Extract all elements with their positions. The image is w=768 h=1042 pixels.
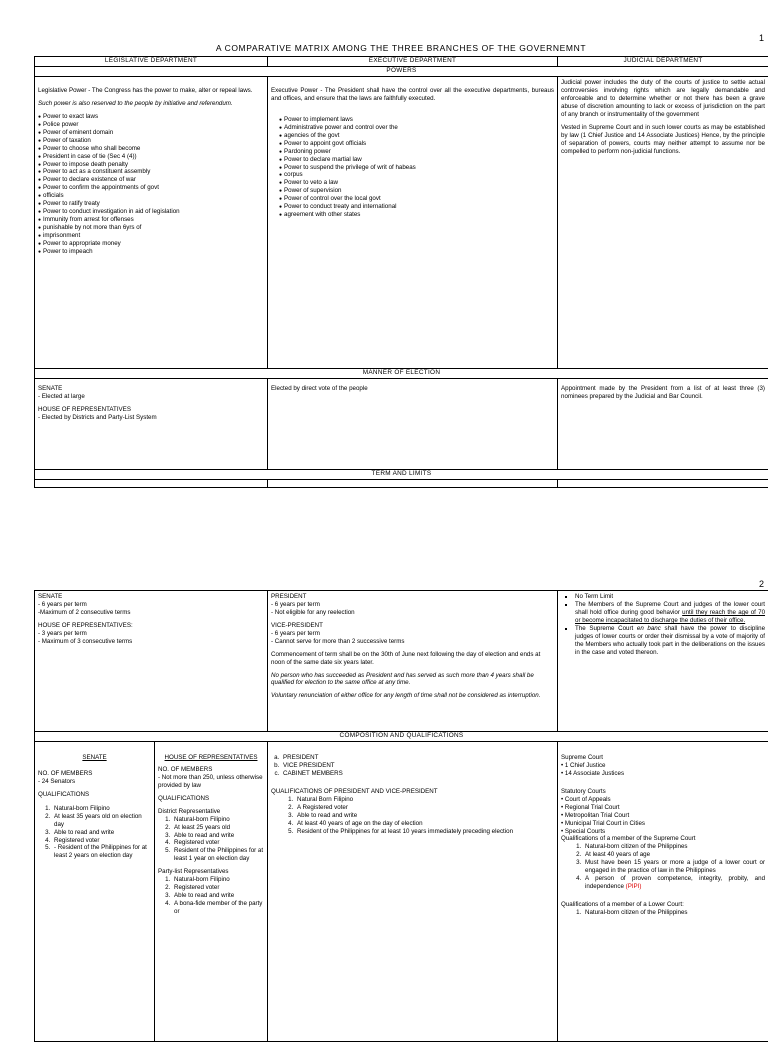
executive-qualifications-label: QUALIFICATIONS OF PRESIDENT AND VICE-PRESIDENT (271, 788, 441, 796)
legislative-power-intro: Legislative Power - The Congress has the power to make, alter or repeal laws. (38, 87, 264, 95)
executive-powers-list (271, 116, 554, 219)
list-item: 2. At least 40 years of age (583, 851, 765, 859)
list-item: ● Power to exact laws (38, 113, 264, 121)
list-item: c. CABINET MEMBERS (281, 770, 554, 778)
legislative-header: LEGISLATIVE DEPARTMENT (35, 57, 268, 67)
list-item: 1. Natural-born Filipino (172, 876, 264, 884)
judicial-term-list (561, 593, 765, 657)
list-item: ● Power to confirm the appointments of govt (38, 184, 264, 192)
house-label: HOUSE OF REPRESENTATIVES (38, 406, 264, 414)
supreme-court-label: Supreme Court (561, 754, 765, 762)
list-item: ● Power to conduct investigation in aid of legislation (38, 208, 264, 216)
executive-powers-cell (268, 77, 558, 369)
election-section-header: MANNER OF ELECTION (35, 369, 768, 379)
sc-qualifications-list (561, 843, 765, 891)
statutory-court-item: • Regional Trial Court (561, 804, 765, 812)
list-item: ● Power to impeach (38, 248, 264, 256)
list-item: ● Power of supervision (279, 187, 554, 195)
executive-election-cell: Elected by direct vote of the people (268, 379, 558, 470)
judicial-header: JUDICIAL DEPARTMENT (558, 57, 768, 67)
list-item: ● Power to choose who shall become (38, 145, 264, 153)
legislative-term-cell (35, 591, 268, 732)
list-item: 4. Registered voter (52, 837, 151, 845)
list-item: ● Power to ratify treaty (38, 200, 264, 208)
house-term-item: - Maximum of 3 consecutive terms (38, 638, 264, 646)
house-heading: HOUSE OF REPRESENTATIVES (158, 754, 264, 762)
vp-term-item: - Cannot serve for more than 2 successive terms (271, 638, 554, 646)
list-item: 5. Resident of the Philippines for at least 10 years immediately preceding election (295, 828, 554, 836)
election-row (35, 379, 768, 470)
lower-court-qualifications-label: Qualifications of a member of a Lower Court: (561, 901, 765, 909)
list-item: ● Power of eminent domain (38, 129, 264, 137)
list-item: 5. - Resident of the Philippines for at least 2 years on election day (52, 844, 151, 860)
list-item: 3. Must have been 15 years or more a judge of a lower court or engaged in the practice of law in the Philippines (583, 859, 765, 875)
house-election: - Elected by Districts and Party-List System (38, 414, 264, 422)
list-item: ● Power to appropriate money (38, 240, 264, 248)
list-item: 2. At least 35 years old on election day (52, 813, 151, 829)
list-item: ● Police power (38, 121, 264, 129)
list-item: ● corpus (279, 171, 554, 179)
page-2 (34, 576, 768, 1024)
list-item: ● Administrative power and control over the (279, 124, 554, 132)
list-item: 3. Able to read and write (172, 892, 264, 900)
statutory-court-item: • Municipal Trial Court in Cities (561, 820, 765, 828)
column-header-row (35, 57, 768, 67)
list-item: 4. At least 40 years of age on the day of election (295, 820, 554, 828)
list-item: ● Power to act as a constituent assembly (38, 168, 264, 176)
president-label: PRESIDENT (271, 593, 554, 601)
list-item: ● Power to appoint govt officials (279, 140, 554, 148)
senate-label: SENATE (38, 385, 264, 393)
legislative-powers-cell (35, 77, 268, 369)
partylist-rep-label: Party-list Representatives (158, 868, 264, 876)
composition-row (35, 742, 768, 1042)
senate-term-item: -Maximum of 2 consecutive terms (38, 609, 264, 617)
list-item: ● Power to suspend the privilege of writ of habeas (279, 164, 554, 172)
list-item: ● Power to declare martial law (279, 156, 554, 164)
legislative-election-cell (35, 379, 268, 470)
list-item: 2. Registered voter (172, 884, 264, 892)
senate-qualifications-label: QUALIFICATIONS (38, 791, 151, 799)
house-label: HOUSE OF REPRESENTATIVES: (38, 622, 264, 630)
comparative-matrix-table (34, 56, 768, 488)
list-item: 1. Natural-born Filipino (52, 805, 151, 813)
list-item: ● Power of taxation (38, 137, 264, 145)
list-item: 2. At least 25 years old (172, 824, 264, 832)
senate-label: SENATE (38, 593, 264, 601)
list-item: ● President in case of tie (Sec 4 (4)) (38, 153, 264, 161)
list-item: 3. Able to read and write (52, 829, 151, 837)
senate-composition-cell (35, 742, 155, 1042)
list-item: ● officials (38, 192, 264, 200)
judicial-composition-cell (558, 742, 768, 1042)
senate-qualifications-list (38, 805, 151, 861)
statutory-court-item: • Court of Appeals (561, 796, 765, 804)
executive-power-intro: Executive Power - The President shall have the control over all the executive departments, bureaus and offices, and ensure that the laws are faithfully executed. (271, 87, 554, 103)
partylist-rep-qualifications-list (158, 876, 264, 916)
house-members: - Not more than 250, unless otherwise provided by law (158, 774, 264, 790)
comparative-matrix-table-continued (34, 590, 768, 1042)
senate-members-label: NO. OF MEMBERS (38, 770, 151, 778)
executive-term-cell (268, 591, 558, 732)
list-item: 3. Able to read and write (172, 832, 264, 840)
list-item: ● Power to declare existence of war (38, 176, 264, 184)
list-item: ● Pardoning power (279, 148, 554, 156)
powers-section-header: POWERS (35, 67, 768, 77)
list-item: 5. Resident of the Philippines for at least 1 year on election day (172, 847, 264, 863)
list-item: ● Power to impose death penalty (38, 161, 264, 169)
house-members-label: NO. OF MEMBERS (158, 766, 264, 774)
composition-section-header: COMPOSITION AND QUALIFICATIONS (35, 732, 768, 742)
term-section-header: TERM AND LIMITS (35, 470, 768, 480)
list-item: ● punishable by not more than 6yrs of (38, 224, 264, 232)
senate-election: - Elected at large (38, 393, 264, 401)
supreme-court-item: • 14 Associate Justices (561, 770, 765, 778)
statutory-court-item: • Metropolitan Trial Court (561, 812, 765, 820)
executive-header: EXECUTIVE DEPARTMENT (268, 57, 558, 67)
list-item: ● Power to veto a law (279, 179, 554, 187)
list-item: 1. Natural-born citizen of the Philippines (583, 909, 765, 917)
president-term-item: - Not eligible for any reelection (271, 609, 554, 617)
list-item: 4. Registered voter (172, 839, 264, 847)
executive-qualifications-list (271, 796, 554, 836)
lower-court-qualifications-list (561, 909, 765, 917)
pipi-mnemonic: (PIPI) (626, 883, 642, 890)
judicial-power-vesting: Vested in Supreme Court and in such lower courts as may be established by law (1 Chief Justice and 14 Associate Justices) Hence, by the principle of separation of powers, courts may neither attempt to assume nor be compelled to perform non-judicial functions. (561, 124, 765, 156)
document-title: A COMPARATIVE MATRIX AMONG THE THREE BRANCHES OF THE GOVERNEMNT (34, 43, 768, 53)
page-number: 2 (759, 579, 764, 589)
district-rep-label: District Representative (158, 808, 264, 816)
term-commencement: Commencement of term shall be on the 30th of June next following the day of election and ends at noon of the same date six years later. (271, 651, 554, 667)
judicial-powers-cell (558, 77, 768, 369)
sc-qualifications-label: Qualifications of a member of the Supreme Court (561, 835, 765, 843)
list-item: 1. Natural-born Filipino (172, 816, 264, 824)
district-rep-qualifications-list (158, 816, 264, 864)
list-item: ● imprisonment (38, 232, 264, 240)
legislative-power-reserved: Such power is also reserved to the people by initiative and referendum. (38, 100, 264, 108)
list-item: ● agencies of the govt (279, 132, 554, 140)
term-renunciation-rule: Voluntary renunciation of either office for any length of time shall not be considered as interruption. (271, 692, 554, 700)
senate-heading: SENATE (38, 754, 151, 762)
list-item: 2. A Registered voter (295, 804, 554, 812)
list-item: 3. Able to read and write (295, 812, 554, 820)
page-1 (34, 0, 768, 520)
legislative-powers-list (38, 113, 264, 256)
list-item: 1. Natural Born Filipino (295, 796, 554, 804)
statutory-court-item: • Special Courts (561, 828, 765, 836)
senate-term-item: - 6 years per term (38, 601, 264, 609)
senate-members: - 24 Senators (38, 778, 151, 786)
supreme-court-item: • 1 Chief Justice (561, 762, 765, 770)
term-row-empty (35, 480, 768, 488)
term-succession-rule: No person who has succeeded as President and has served as such more than 4 years shall be qualified for election to the same office at any time. (271, 672, 554, 688)
list-item: 1. Natural-born citizen of the Philippines (583, 843, 765, 851)
list-item: ● Power of control over the local govt (279, 195, 554, 203)
house-composition-cell (155, 742, 268, 1042)
house-term-item: - 3 years per term (38, 630, 264, 638)
statutory-courts-label: Statutory Courts (561, 788, 765, 796)
list-item: b. VICE PRESIDENT (281, 762, 554, 770)
list-item: ● agreement with other states (279, 211, 554, 219)
vp-term-item: - 6 years per term (271, 630, 554, 638)
page-number: 1 (759, 33, 764, 43)
executive-composition-cell (268, 742, 558, 1042)
president-term-item: - 6 years per term (271, 601, 554, 609)
powers-row (35, 77, 768, 369)
list-item: 4. A bona-fide member of the party or (172, 900, 264, 916)
term-row (35, 591, 768, 732)
list-item: ▪ The Supreme Court en banc shall have the power to discipline judges of lower courts or order their dismissal by a vote of majority of the Members who actually took part in the deliberations on the issues in the case and voted thereon. (575, 625, 765, 657)
judicial-election-cell: Appointment made by the President from a list of at least three (3) nominees prepared by the Judicial and Bar Council. (558, 379, 768, 470)
list-item: ● Immunity from arrest for offenses (38, 216, 264, 224)
list-item: 4. A person of proven competence, integrity, probity, and independence (PIPI) (583, 875, 765, 891)
judicial-power-definition: Judicial power includes the duty of the courts of justice to settle actual controversies involving rights which are legally demandable and enforceable and to determine whether or not there has been a grave abuse of discretion amounting to lack or excess of jurisdiction on the part of any branch or instrumentality of the government (561, 79, 765, 119)
executive-offices-list (271, 754, 554, 778)
list-item: ▪ No Term Limit (575, 593, 765, 601)
list-item: ● Power to conduct treaty and international (279, 203, 554, 211)
list-item: ● Power to implement laws (279, 116, 554, 124)
list-item: a. PRESIDENT (281, 754, 554, 762)
vp-label: VICE-PRESIDENT (271, 622, 554, 630)
list-item: ▪ The Members of the Supreme Court and judges of the lower court shall hold office during good behavior until they reach the age of 70 or become incapacitated to discharge the duties of their office. (575, 601, 765, 625)
judicial-term-cell (558, 591, 768, 732)
house-qualifications-label: QUALIFICATIONS (158, 795, 264, 803)
